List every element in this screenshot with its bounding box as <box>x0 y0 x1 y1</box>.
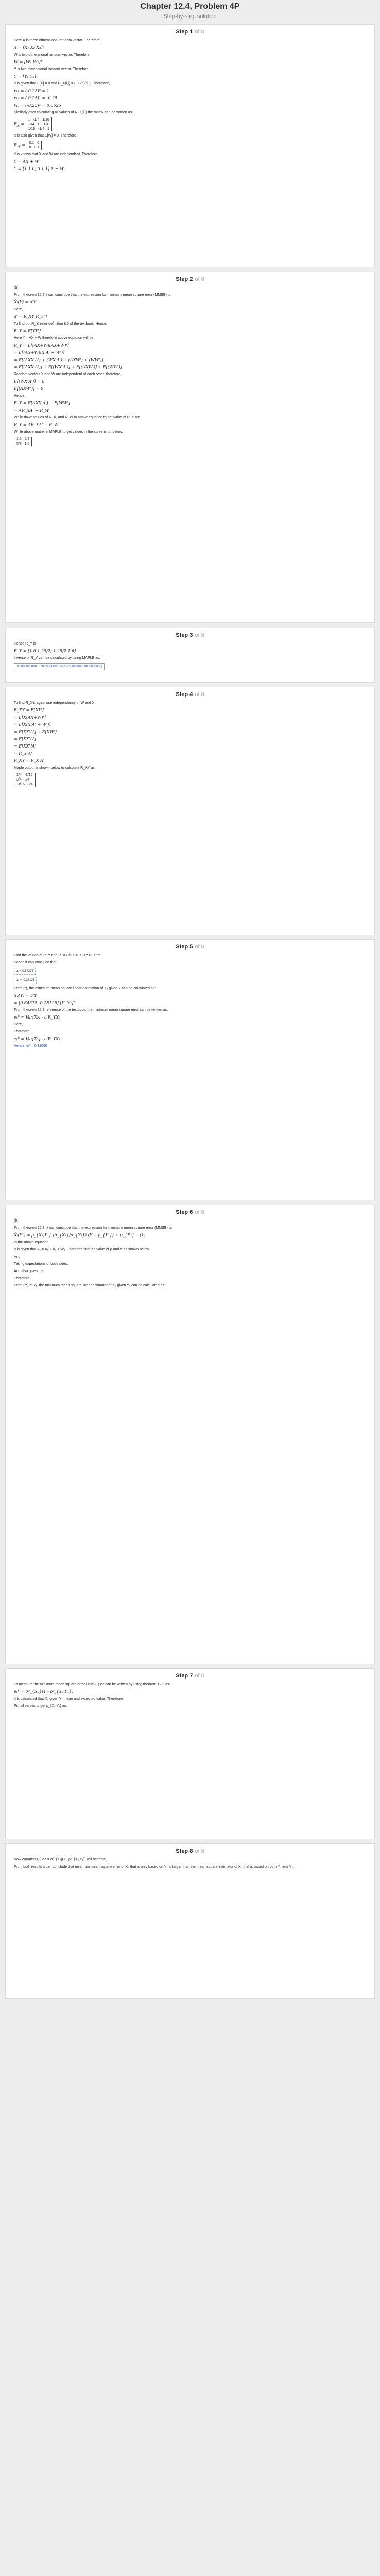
step-4-math: = E[XX'A'] <box>14 737 36 741</box>
step-1-line: W is two-dimensional random vector. Therefore, <box>14 53 91 57</box>
step-7-line: To measure the minimum mean square error (MMSE) eₗ* can be written by using theorem 12.3 as: <box>14 1683 170 1686</box>
step-2-math: E[(AXW')] = 0 <box>14 386 44 391</box>
step-1-line: It is given that E[X] = 0 and R_X(i,j) = (-0.25)^|i-j|. Therefore, <box>14 82 110 86</box>
step-2-label: Step 2 of 8 <box>176 276 204 282</box>
step-2-line: (a) <box>14 286 19 290</box>
maple-output-rxy <box>14 773 366 787</box>
step-2-body <box>6 282 374 451</box>
step-8-body <box>6 1854 374 1875</box>
step-2-math: R_Y = E[YY'] <box>14 329 41 333</box>
step-4-body <box>6 698 374 792</box>
step-3-label: Step 3 of 8 <box>176 632 204 638</box>
step-1-card <box>5 24 375 267</box>
page-title: Chapter 12.4, Problem 4P <box>140 2 240 11</box>
step-5-body <box>6 950 374 1054</box>
step-5-line: Find the values of R_Y and R_XY in a = R_XY R_Y⁻¹: <box>14 954 100 957</box>
page-header <box>0 0 380 21</box>
mmse-result: Hence, eₗ* = 0.11000 <box>14 1044 47 1048</box>
step-1-line: It is known that X and W are independent. Therefore, <box>14 152 99 156</box>
step-5-card <box>5 939 375 1200</box>
step-4-math: = E[XX']A' <box>14 744 36 749</box>
step-4-math: R_XY = R_X A' <box>14 758 45 763</box>
step-1-math: Y = [Y₁ Y₂]ᵀ <box>14 74 38 79</box>
step-1-math: r₁₃ = (-0.25)² = 0.0625 <box>14 103 61 108</box>
maple-inverse-output: [0.8000000000 -0.3125000000; -0.3125000000 0.8000000000] <box>14 663 105 670</box>
step-6-line: From theorem 12.3, it can conclude that the expression for minimum mean square error (MMSE) is: <box>14 1226 172 1230</box>
step-2-math: E[(WX'A')] = 0 <box>14 379 45 384</box>
step-2-math: R_Y = E[AXX'A'] + E[WW'] <box>14 401 71 405</box>
step-2-line: While above matrix in MAPLE to get values in the screenshot below: <box>14 430 123 434</box>
step-6-line: From (**) of Y₁, the minimum mean square linear estimator of X₂ given Y₁ can be calculated as: <box>14 1284 165 1287</box>
step-8-card <box>5 1843 375 1999</box>
step-2-line: Random vectors X and W are independent of each other; therefore, <box>14 372 122 376</box>
step-6-line: It is given that Y₁ = X₁ + X₂ + W₁. Therefore find the value of ρ and σ as shown below. <box>14 1248 150 1251</box>
step-2-math: R_Y = AR_XA' + R_W <box>14 422 59 427</box>
step-1-body <box>6 35 374 177</box>
step-2-card <box>5 272 375 623</box>
page-subtitle: Step-by-step solution <box>163 13 217 20</box>
step-3-math: R_Y = [1.6 1.25/2; 1.25/2 1.6] <box>14 649 76 653</box>
step-1-math: Y = AX + W <box>14 159 39 164</box>
rx-matrix: 1 -1/4 1/16 -1/4 1 -1/4 1/16 -1/4 1 <box>26 117 52 131</box>
step-5-math: eₗ* = Var[X₂] - a'R_YX₂ <box>14 1037 61 1041</box>
step-2-line: From theorem 12.7 it can conclude that the expression for minimum mean square error (MMSE) is <box>14 293 170 297</box>
step-2-math: = E[(AX+W)(X'A' + W')] <box>14 350 65 355</box>
step-1-line: Similarly after calculating all values of R_X(i,j) the matrix can be written as: <box>14 111 133 114</box>
rxy-matrix: 3/4 -3/16 3/4 3/4 -3/16 3/4 <box>14 773 36 787</box>
a1-value: a₁ = 0.64375 <box>14 968 36 975</box>
step-6-label: Step 6 of 8 <box>176 1209 204 1215</box>
step-2-math: = E[(AXX'A')] + E[(WX'A')] + E[(AXW')] + E[(WW')] <box>14 365 122 369</box>
step-3-line: Inverse of R_Y can be calculated by using MAPLE as: <box>14 656 100 660</box>
step-5-line: Therefore, <box>14 1030 31 1033</box>
step-8-line: Now equation (2) eₗ* = σ²_{X₂}(1 - ρ²_{X₂,Y₁}) will become, <box>14 1858 107 1861</box>
step-1-math: r₁₁ = (-0.25)⁰ = 1 <box>14 89 49 93</box>
y-matrix-eq: Y = [1 1 0; 0 1 1] X + W <box>14 166 64 171</box>
step-1-label: Step 1 of 8 <box>176 29 204 35</box>
step-1-line: Here X is three-dimensional random vector. Therefore, <box>14 39 101 42</box>
step-5-label: Step 5 of 8 <box>176 944 204 950</box>
rw-matrix-row: $R_W$ = 0.1 0 0 0.1 <box>14 141 366 150</box>
step-7-body <box>6 1679 374 1714</box>
step-4-line: To find R_XY, again use independency of W and X. <box>14 701 96 705</box>
step-4-math: = E[X(AX+W)'] <box>14 715 46 720</box>
step-2-math: = E[(AXX'A') + (WX'A') + (AXW') + (WW')] <box>14 358 103 362</box>
step-7-line: It is calculated that X₂ given Y₁ mean and expected value. Therefore, <box>14 1697 124 1701</box>
step-1-math: r₁₂ = (-0.25)¹ = -0.25 <box>14 96 58 100</box>
step-4-math: R_XY = E[XY'] <box>14 708 44 713</box>
step-1-line: It is also given that E[W] = 0. Therefore, <box>14 134 78 138</box>
step-5-math: = [0.64375 -0.28125] [Y₁ Y₂]ᵀ <box>14 1001 75 1005</box>
rw-matrix: 0.1 0 0 0.1 <box>27 141 42 150</box>
step-7-label: Step 7 of 8 <box>176 1673 204 1679</box>
step-4-card <box>5 687 375 935</box>
step-7-math: eₗ* = σ²_{X₂}(1 - ρ²_{X₂,Y₁}) <box>14 1689 74 1694</box>
step-2-line: To find out R_Y, refer definition 8.5 of the textbook. Hence, <box>14 322 107 326</box>
step-5-line: Here, <box>14 1023 23 1026</box>
step-4-label: Step 4 of 8 <box>176 691 204 698</box>
step-2-math: a' = R_XY R_Y⁻¹ <box>14 314 48 319</box>
step-6-body <box>6 1215 374 1294</box>
step-8-line: From both results it can conclude that minimum mean square error of X₂ that is only based on Y₁ is larger than the mean square estimator of X₂ that is based on both Y₁ and Y₂. <box>14 1865 294 1869</box>
step-2-math: R_Y = E[(AX+W)(AX+W)'] <box>14 343 69 348</box>
step-1-math: W = [W₁ W₂]ᵀ <box>14 60 43 64</box>
step-3-body <box>6 638 374 675</box>
step-4-math: = E[XX'A'] + E[XW'] <box>14 730 57 734</box>
step-2-line: Here, <box>14 308 23 311</box>
step-7-card <box>5 1668 375 1839</box>
step-2-math: = AR_XA' + R_W <box>14 408 49 413</box>
a2-value: a₂ = -0.28125 <box>14 977 37 984</box>
maple-output-ry <box>14 437 366 446</box>
step-4-line: Maple output is shown below to calculate R_XY as: <box>14 766 96 770</box>
ry-matrix: 1.6 5/8 5/8 1.6 <box>14 437 32 446</box>
step-2-line: Hence, <box>14 394 26 398</box>
step-6-math: X̂ₗ(Y₁) = ρ_{X₂,Y₁} (σ_{X₂}/σ_{Y₁}) (Y₁ - μ_{Y₁}) + μ_{X₂} ...(1) <box>14 1233 146 1238</box>
step-5-line: From theorem 12.7 reference of the textbook, the minimum mean square error can be written as: <box>14 1008 168 1012</box>
step-2-line: While down values of R_X, and R_W in above equation to get value of R_Y as: <box>14 416 140 419</box>
step-4-math: = E[X(X'A' + W')] <box>14 722 51 727</box>
step-6-line: And also given that: <box>14 1269 46 1273</box>
step-3-card <box>5 628 375 683</box>
step-5-math: eₗ* = Var[X₂] - a'R_YX₂ <box>14 1015 61 1020</box>
step-5-line: From (*), the minimum mean square linear estimation of X₂ given Y can be calculated as: <box>14 987 156 990</box>
step-3-line: Hence R_Y is <box>14 642 36 646</box>
step-6-line: In the above equation, <box>14 1241 50 1244</box>
step-6-line: Taking expectations of both sides. <box>14 1262 68 1266</box>
step-6-line: And, <box>14 1255 22 1259</box>
step-6-card <box>5 1205 375 1664</box>
step-2-line: Here Y = AX + W therefore above equation will be: <box>14 336 95 340</box>
step-5-line: Hence it can conclude that: <box>14 961 58 964</box>
step-6-line: Therefore, <box>14 1277 31 1280</box>
step-7-line: Put all values to get ρ_{X₂,Y₁} as: <box>14 1704 67 1708</box>
step-8-label: Step 8 of 8 <box>176 1848 204 1854</box>
step-5-math: X̂₂(Y) = a'Y <box>14 993 37 998</box>
rx-matrix-row: $R_X$ = 1 -1/4 1/16 -1/4 1 -1/4 1/16 -1/4 1 <box>14 117 366 131</box>
step-1-line: Y is two-dimensional random vector. Therefore, <box>14 67 90 71</box>
step-1-math: X = [X₁ X₂ X₃]ᵀ <box>14 45 44 50</box>
step-2-math: X̂ₗ(Y) = a'Y <box>14 300 37 304</box>
step-4-math: = R_X A' <box>14 751 32 756</box>
step-6-line: (b) <box>14 1219 19 1223</box>
